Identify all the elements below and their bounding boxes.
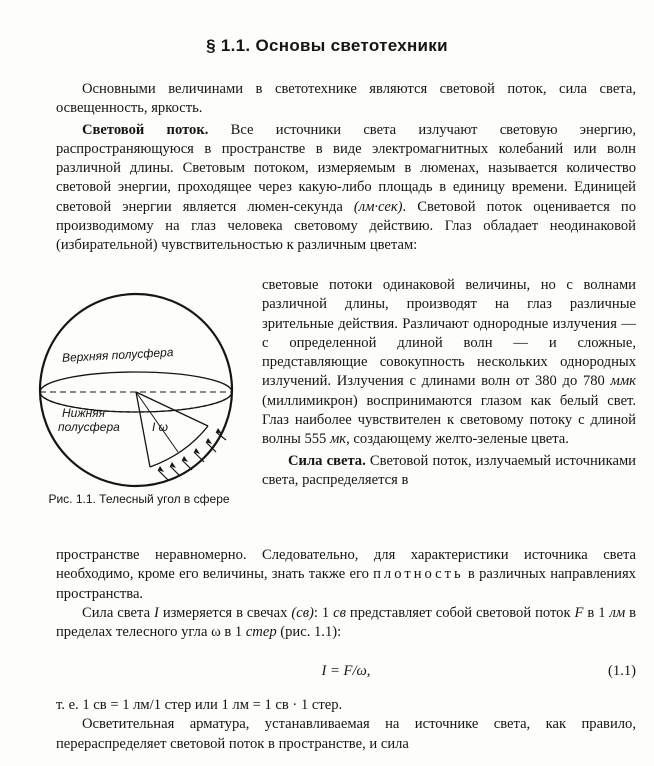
figure-upper-label: Верхняя полусфера (61, 345, 174, 365)
def-e: в 1 (583, 604, 610, 621)
flux-heading: Световой поток. (82, 121, 209, 138)
last-paragraph: Осветительная арматура, устанавливаемая на источнике света, как правило, перераспределяет световой поток в пространстве, и сила (56, 716, 636, 752)
def-sv2: св (333, 604, 346, 621)
flux-right-paragraph (262, 276, 636, 450)
intensity-full-paragraph (56, 546, 636, 604)
def-ster: стер (245, 624, 277, 641)
def-c: : 1 (313, 604, 334, 621)
flux-text-a: Все источники света излучают световую энергию, распространяющуюся в пространстве в виде электромагнитных колебаний или волн различной длины. Световым потоком, измеряемым в люменах, называется количество световой энергии, проходящее через какую-либо площадь в единицу времени. Единицей световой энергии является люмен-секунда (56, 121, 636, 215)
def-F: F (574, 604, 584, 621)
flux-paragraph (56, 121, 636, 256)
intro-paragraph: Основными величинами в светотехнике являются световой поток, сила света, освещенность, яркость. (56, 81, 636, 117)
figure-lower-label-1: Нижняя (62, 406, 106, 420)
section-title: § 1.1. Основы светотехники (206, 36, 448, 55)
flux-right-text2: (миллимикрон) воспринимаются глазом как белый свет. Глаз наиболее чувствителен к световому потоку с длиной волны 555 (262, 392, 636, 448)
after-equation-line: т. е. 1 св = 1 лм/1 стер или 1 лм = 1 св · 1 стер. (56, 697, 343, 713)
intensity-text-right: Световой поток, излучаемый источниками света, распределяется в (262, 452, 636, 488)
figure-angle-label: I ω (152, 420, 169, 434)
intensity-text-a: пространстве неравномерно. Следовательно, для характеристики источника света необходимо, кроме его величины, знать также его (56, 547, 636, 583)
equation-row (56, 662, 636, 682)
figure-caption: Рис. 1.1. Телесный угол в сфере (48, 492, 230, 506)
solid-angle-figure (28, 292, 248, 488)
flux-right-text: световые потоки одинаковой величины, но с волнами различной длины, производят на глаз различные зрительные действия. Различают однородные излучения — с определенной длиной волн — и сложные, представляющие совокупность нескольких однородных излучений. Излучения с длинами волн от 380 до 780 (262, 277, 636, 390)
def-f: в пределах телесного угла ω в 1 (56, 604, 636, 641)
intensity-right-paragraph (262, 452, 636, 491)
unit-mmk: ммк (610, 373, 636, 390)
def-a: Сила света (82, 604, 154, 621)
intensity-heading: Сила света. (288, 452, 366, 469)
flux-unit: (лм·сек) (353, 198, 403, 215)
text-column-top (56, 80, 636, 256)
flux-right-text3: , создающему желто-зеленые цвета. (346, 431, 569, 448)
def-b: измеряется в свечах (158, 604, 292, 621)
text-column-end (56, 696, 636, 754)
def-sv: (св) (291, 604, 314, 621)
equation-formula: I = F/ω, (321, 663, 371, 679)
equation-number: (1.1) (608, 663, 636, 679)
unit-mk: мк (329, 431, 347, 448)
text-column-right (262, 276, 636, 490)
intensity-text-b: в различных направлениях пространства. (56, 566, 636, 602)
def-lm: лм (609, 604, 626, 621)
figure-lower-label-2: полусфера (58, 420, 120, 434)
text-column-bottom (56, 546, 636, 642)
def-I: I (154, 604, 159, 621)
intensity-spaced-word: плотность (373, 566, 464, 583)
flux-text-b: . Световой поток оценивается по производимому на глаз человека световому действию. Глаз обладает неодинаковой (избирательной) чувствительностью к различным цветам: (56, 198, 636, 254)
definition-paragraph (56, 604, 636, 643)
def-g: (рис. 1.1): (276, 624, 342, 641)
def-d: представляет собой световой поток (345, 604, 575, 621)
